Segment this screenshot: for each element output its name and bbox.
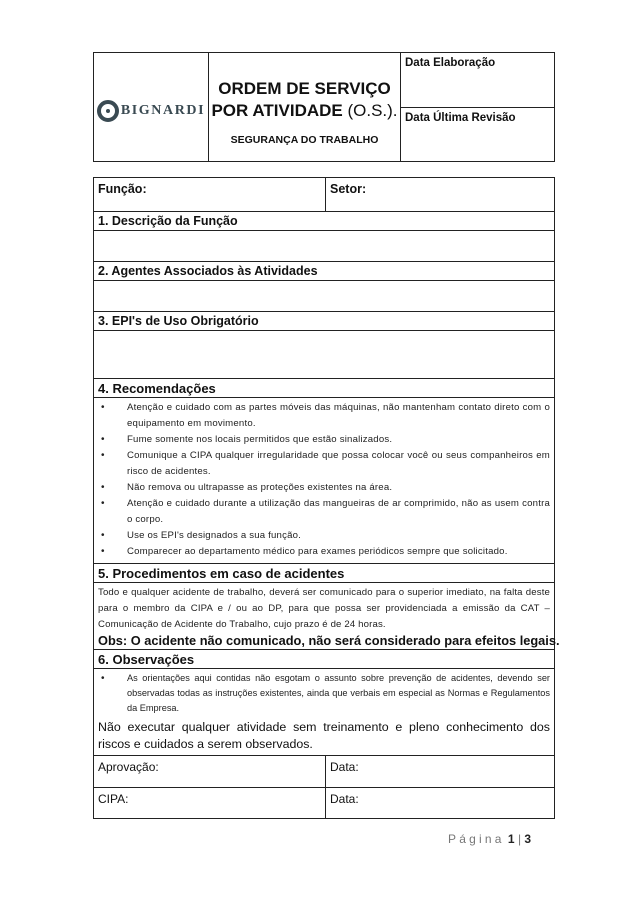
page-footer	[448, 832, 531, 846]
observacoes-note: Não executar qualquer atividade sem treinamento e pleno conhecimento dos riscos e cuidados a serem observados.	[98, 720, 550, 751]
page-separator: |	[517, 832, 522, 846]
aprovacao-date-field[interactable]: Data:	[330, 760, 359, 774]
list-item: • As orientações aqui contidas não esgotam o assunto sobre prevenção de acidentes, devendo ser observadas todas as instruções existentes, ainda que verbais em especial as Normas e Regulamentos da Empresa.	[98, 671, 550, 716]
agentes-field[interactable]	[94, 280, 554, 311]
cipa-date-field[interactable]: Data:	[330, 792, 359, 806]
observacoes-block	[94, 668, 554, 755]
list-item: • Comparecer ao departamento médico para exames periódicos sempre que solicitado.	[98, 544, 550, 560]
bullet-icon: •	[101, 530, 105, 541]
document-header	[93, 52, 555, 162]
date-created-field[interactable]: Data Elaboração	[405, 57, 496, 69]
company-logo	[97, 100, 205, 122]
section-heading-6: 6. Observações	[94, 649, 554, 668]
section-heading-3: 3. EPI's de Uso Obrigatório	[94, 311, 554, 330]
service-order-form	[93, 177, 560, 819]
logo-cell	[94, 53, 209, 161]
page-total: 3	[524, 832, 532, 846]
cipa-field[interactable]: CIPA:	[94, 788, 326, 818]
list-item: • Fume somente nos locais permitidos que estão sinalizados.	[98, 432, 550, 448]
approval-row	[94, 755, 554, 787]
date-revision-field[interactable]: Data Última Revisão	[401, 107, 554, 162]
bullet-icon: •	[101, 673, 105, 684]
logo-text: BIGNARDI	[120, 103, 206, 118]
funcao-field[interactable]: Função:	[94, 178, 326, 211]
descricao-funcao-field[interactable]	[94, 230, 554, 261]
list-item: • Comunique a CIPA qualquer irregularidade que possa colocar você ou seus companheiros em risco de acidentes.	[98, 448, 550, 480]
observacoes-list	[94, 669, 554, 719]
list-item: • Atenção e cuidado com as partes móveis das máquinas, não mantenham contato direto com o equipamento em movimento.	[98, 400, 550, 432]
epis-field[interactable]	[94, 330, 554, 378]
bullet-icon: •	[101, 450, 105, 461]
section-heading-1: 1. Descrição da Função	[94, 211, 554, 230]
procedimentos-block	[94, 582, 560, 649]
page-word: Página	[448, 832, 505, 846]
list-item: • Use os EPI's designados a sua função.	[98, 528, 550, 544]
page-current: 1	[507, 832, 515, 846]
aprovacao-field[interactable]: Aprovação:	[94, 756, 326, 787]
logo-circle-icon	[97, 100, 119, 122]
doc-title-line2-normal: (O.S.).	[342, 101, 398, 120]
section-heading-5: 5. Procedimentos em caso de acidentes	[94, 563, 554, 582]
procedimentos-warning: Obs: O acidente não comunicado, não será considerado para efeitos legais.	[98, 633, 560, 648]
doc-title-line1: ORDEM DE SERVIÇO	[218, 79, 391, 98]
procedimentos-text: Todo e qualquer acidente de trabalho, deverá ser comunicado para o superior imediato, na falta deste para o membro da CIPA e / ou ao DP, para que possa ser providenciada a emissão da CAT – Comunicação de Acidente do Trabalho, cujo prazo é de 24 horas.	[98, 587, 550, 630]
recomendacoes-list	[94, 398, 554, 563]
bullet-icon: •	[101, 498, 105, 509]
bullet-icon: •	[101, 546, 105, 557]
setor-field[interactable]: Setor:	[330, 182, 367, 196]
function-sector-row	[94, 178, 554, 211]
recomendacoes-block	[94, 397, 554, 563]
bullet-icon: •	[101, 434, 105, 445]
list-item: • Não remova ou ultrapasse as proteções existentes na área.	[98, 480, 550, 496]
bullet-icon: •	[101, 482, 105, 493]
section-heading-4: 4. Recomendações	[94, 378, 554, 397]
section-heading-2: 2. Agentes Associados às Atividades	[94, 261, 554, 280]
list-item: • Atenção e cuidado durante a utilização das mangueiras de ar comprimido, não as usem contra o corpo.	[98, 496, 550, 528]
bullet-icon: •	[101, 402, 105, 413]
doc-subtitle: SEGURANÇA DO TRABALHO	[230, 134, 379, 146]
dates-cell	[401, 53, 554, 161]
title-cell	[209, 53, 401, 161]
doc-title-line2	[211, 100, 397, 122]
doc-title-line2-bold: POR ATIVIDADE	[211, 101, 343, 120]
cipa-row	[94, 787, 554, 818]
